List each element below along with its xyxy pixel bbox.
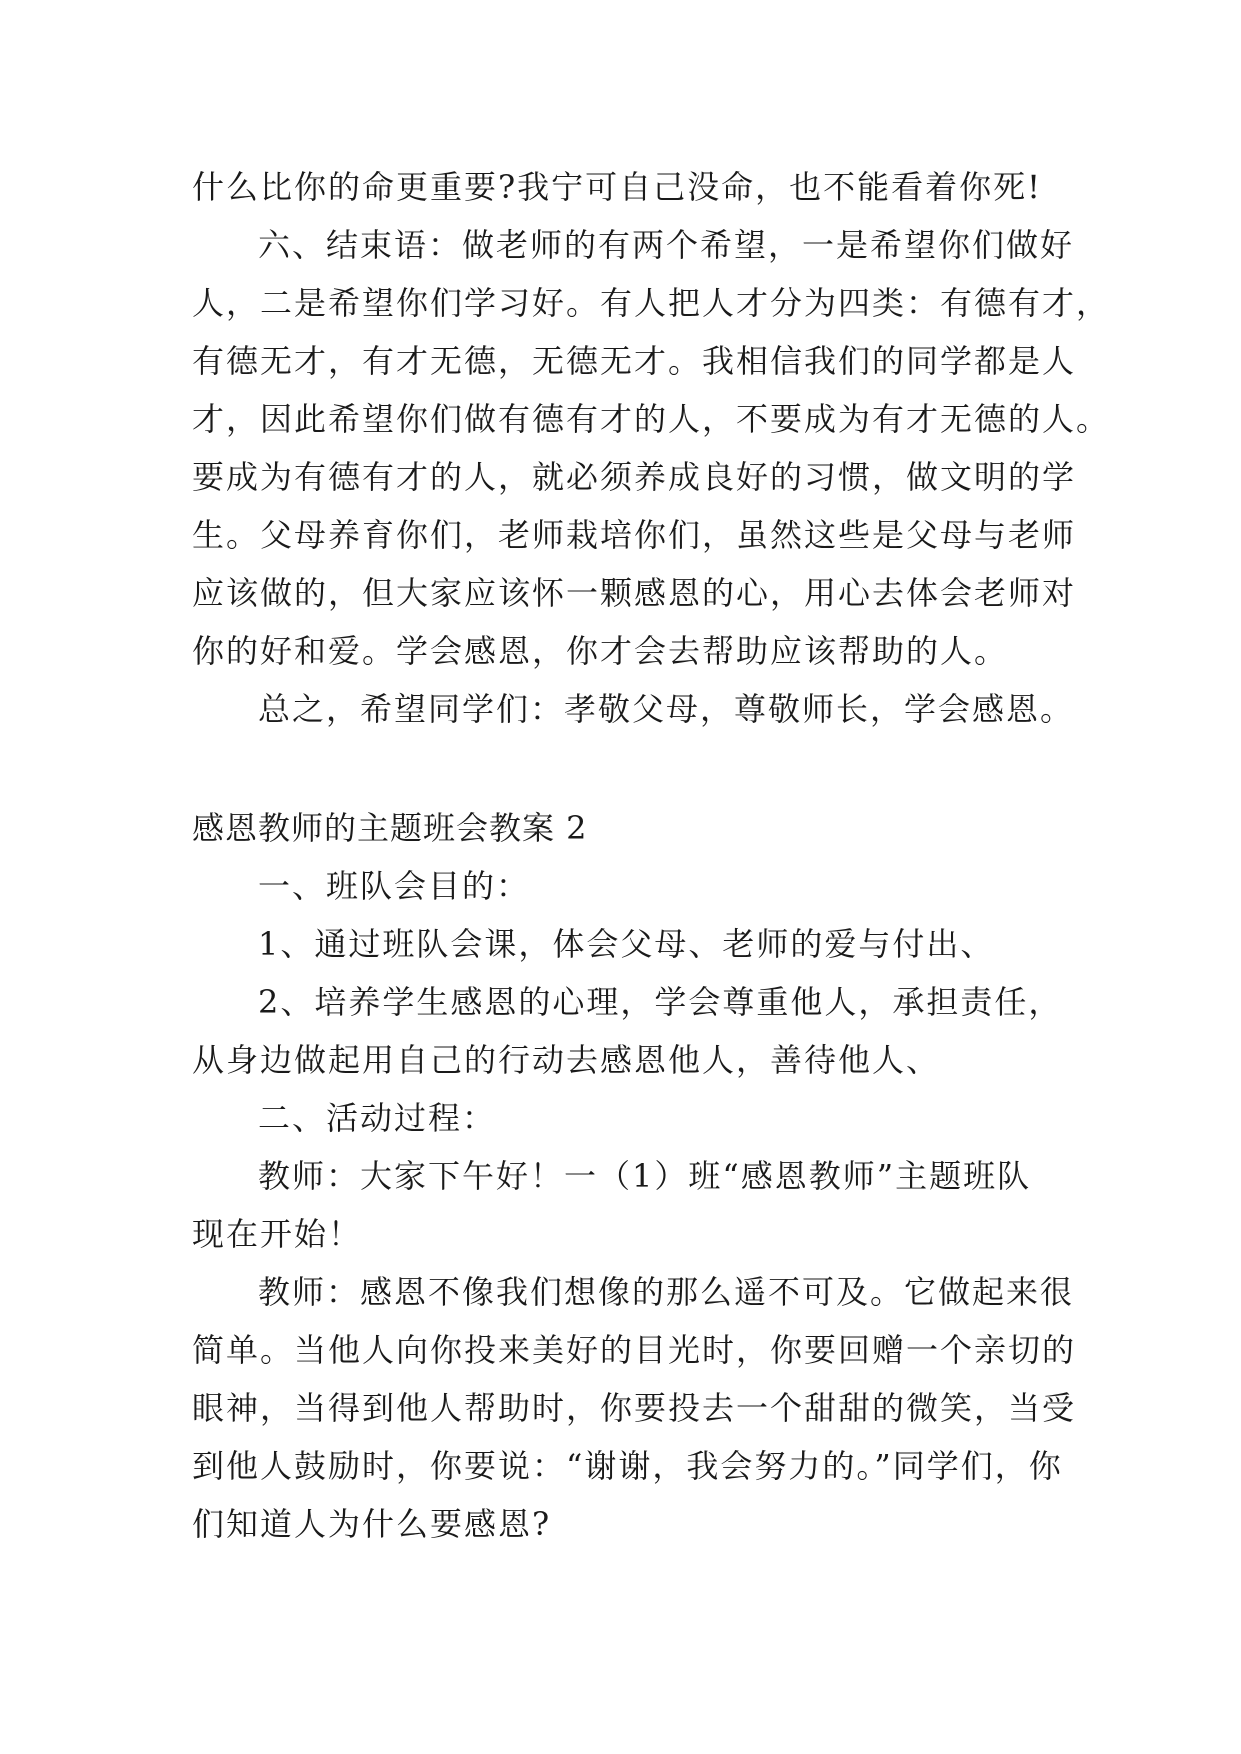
heading-process: 二、活动过程：: [258, 1099, 497, 1137]
list-item: 1、通过班队会课，体会父母、老师的爱与付出、: [258, 925, 995, 963]
text-line: 什么比你的命更重要?我宁可自己没命，也不能看着你死!: [192, 168, 1043, 206]
paragraph-conclusion: 六、结束语：做老师的有两个希望，一是希望你们做好: [258, 226, 1075, 264]
list-item: 2、培养学生感恩的心理，学会尊重他人，承担责任，: [258, 983, 1063, 1021]
text-line: 现在开始！: [192, 1215, 363, 1253]
text-line: 才，因此希望你们做有德有才的人，不要成为有才无德的人。: [192, 400, 1111, 438]
text-line: 生。父母养育你们，老师栽培你们，虽然这些是父母与老师: [192, 516, 1077, 554]
text-line: 你的好和爱。学会感恩，你才会去帮助应该帮助的人。: [192, 632, 1009, 670]
text-line: 简单。当他人向你投来美好的目光时，你要回赠一个亲切的: [192, 1331, 1077, 1369]
text-line: 应该做的，但大家应该怀一颗感恩的心，用心去体会老师对: [192, 574, 1077, 612]
text-line: 眼神，当得到他人帮助时，你要投去一个甜甜的微笑，当受: [192, 1389, 1077, 1427]
text-line: 人，二是希望你们学习好。有人把人才分为四类：有德有才，: [192, 284, 1111, 322]
text-line: 从身边做起用自己的行动去感恩他人，善待他人、: [192, 1041, 941, 1079]
paragraph-teacher-greeting: 教师：大家下午好！一（1）班“感恩教师”主题班队: [258, 1157, 1032, 1195]
text-line: 有德无才，有才无德，无德无才。我相信我们的同学都是人: [192, 342, 1077, 380]
text-line: 们知道人为什么要感恩?: [192, 1505, 552, 1543]
section-title: 感恩教师的主题班会教案 2: [192, 809, 588, 847]
paragraph-summary: 总之，希望同学们：孝敬父母，尊敬师长，学会感恩。: [258, 690, 1075, 728]
text-line: 要成为有德有才的人，就必须养成良好的习惯，做文明的学: [192, 458, 1077, 496]
text-line: 到他人鼓励时，你要说：“谢谢，我会努力的。”同学们，你: [192, 1447, 1063, 1485]
paragraph-teacher-gratitude: 教师：感恩不像我们想像的那么遥不可及。它做起来很: [258, 1273, 1075, 1311]
heading-purpose: 一、班队会目的：: [258, 867, 531, 905]
